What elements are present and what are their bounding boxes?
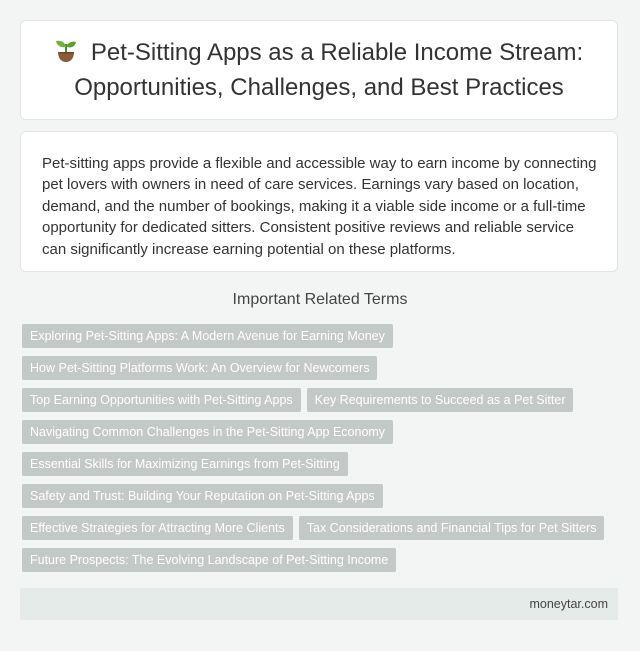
related-term-link[interactable]: Key Requirements to Succeed as a Pet Sitter [307,388,574,412]
related-term-link[interactable]: Exploring Pet-Sitting Apps: A Modern Avenue for Earning Money [22,324,393,348]
related-terms-list [22,324,622,572]
related-term-link[interactable]: Effective Strategies for Attracting More Clients [22,516,293,540]
related-term-link[interactable]: Top Earning Opportunities with Pet-Sitting Apps [22,388,301,412]
footer [20,588,618,620]
related-term-link[interactable]: Essential Skills for Maximizing Earnings from Pet-Sitting [22,452,348,476]
summary-text: Pet-sitting apps provide a flexible and accessible way to earn income by connecting pet lovers with owners in need of care services. Earnings vary based on location, demand, and the number of bookings, making it a viable side income or a full-time opportunity for dedicated sitters. Consistent positive reviews and reliable service can significantly increase earning potential on these platforms. [42,155,597,258]
title-card [20,20,618,120]
summary-card [20,131,618,272]
related-term-link[interactable]: Safety and Trust: Building Your Reputation on Pet-Sitting Apps [22,484,383,508]
footer-site-name: moneytar.com [529,597,608,611]
page-title-text: Pet-Sitting Apps as a Reliable Income Stream: Opportunities, Challenges, and Best Practices [74,38,584,101]
related-terms-heading: Important Related Terms [232,291,408,308]
sprout-icon [55,39,77,72]
related-term-link[interactable]: Future Prospects: The Evolving Landscape of Pet-Sitting Income [22,548,396,572]
related-term-link[interactable]: Tax Considerations and Financial Tips for Pet Sitters [299,516,605,540]
related-term-link[interactable]: How Pet-Sitting Platforms Work: An Overview for Newcomers [22,356,377,380]
page-title [21,37,617,104]
related-term-link[interactable]: Navigating Common Challenges in the Pet-Sitting App Economy [22,420,393,444]
